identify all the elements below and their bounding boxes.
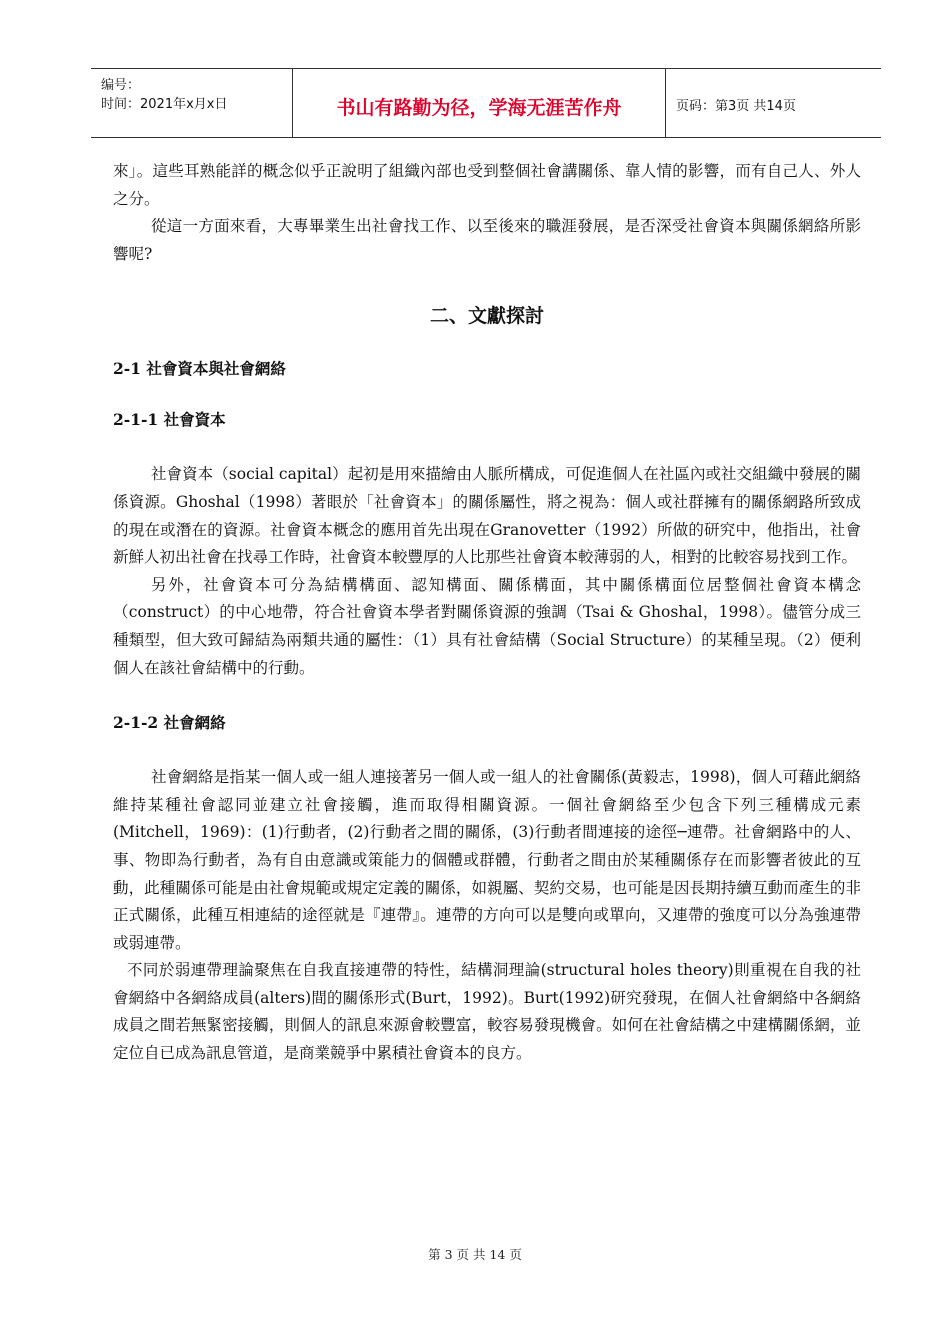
subsection-heading-2-1-1: 2-1-1 社會資本 <box>113 410 226 430</box>
social-network-paragraph-1: 社會網絡是指某一個人或一組人連接著另一個人或一組人的社會關係(黃毅志，1998)，個人可藉此網絡維持某種社會認同並建立社會接觸，進而取得相關資源。一個社會網絡至少包含下列三種構成元素(Mitchell，1969)：(1)行動者，(2)行動者之間的關係，(3)行動者間連接的途徑─連帶。社會網路中的人、事、物即為行動者，為有自由意識或策能力的個體或群體，行動者之間由於某種關係存在而影響者彼此的互動，此種關係可能是由社會規範或規定定義的關係，如親屬、契約交易，也可能是因長期持續互動而產生的非正式關係，此種互相連結的途徑就是『連帶』。連帶的方向可以是雙向或單向，又連帶的強度可以分為強連帶或弱連帶。 <box>113 768 861 952</box>
header-motto: 书山有路勤为径，学海无涯苦作舟 <box>336 97 622 119</box>
document-number-label: 编号： <box>101 78 141 93</box>
section-title: 二、文獻探討 <box>429 305 544 328</box>
header-page-label: 页码：第3页 共14页 <box>676 99 796 114</box>
social-network-paragraph-2: 不同於弱連帶理論聚焦在自我直接連帶的特性，結構洞理論(structural holes theory)則重視在自我的社會網絡中各網絡成員(alters)間的關係形式(Burt，1992)。Burt(1992)研究發現，在個人社會網絡中各網絡成員之間若無緊密接觸，則個人的訊息來源會較豐富，較容易發現機會。如何在社會結構之中建構關係網，並定位自已成為訊息管道，是商業競爭中累積社會資本的良方。 <box>113 961 861 1063</box>
document-header <box>91 68 881 138</box>
subsection-heading-2-1: 2-1 社會資本與社會網絡 <box>113 359 286 379</box>
header-page-cell <box>666 69 881 137</box>
document-time-label: 时间：2021年x月x日 <box>101 97 228 112</box>
subsection-heading-2-1-2: 2-1-2 社會網絡 <box>113 713 226 733</box>
header-motto-cell <box>293 69 666 137</box>
document-body <box>113 158 861 1068</box>
intro-paragraph-2: 從這一方面來看，大專畢業生出社會找工作、以至後來的職涯發展，是否深受社會資本與關係網絡所影響呢? <box>113 217 861 263</box>
intro-paragraph-1: 來」。這些耳熟能詳的概念似乎正說明了組織內部也受到整個社會講關係、靠人情的影響，而有自己人、外人之分。 <box>113 162 861 208</box>
header-meta-cell <box>91 69 293 137</box>
page-footer: 第 3 页 共 14 页 <box>428 1247 522 1262</box>
social-capital-paragraph-1: 社會資本（social capital）起初是用來描繪由人脈所構成，可促進個人在社區內或社交組織中發展的關係資源。Ghoshal（1998）著眼於「社會資本」的關係屬性，將之視為：個人或社群擁有的關係網路所致成的現在或潛在的資源。社會資本概念的應用首先出現在Granovetter（1992）所做的研究中，他指出，社會新鮮人初出社會在找尋工作時，社會資本較豐厚的人比那些社會資本較薄弱的人，相對的比較容易找到工作。 <box>113 465 861 567</box>
social-capital-paragraph-2: 另外，社會資本可分為結構構面、認知構面、關係構面，其中關係構面位居整個社會資本構念（construct）的中心地帶，符合社會資本學者對關係資源的強調（Tsai & Ghoshal，1998）。儘管分成三種類型，但大致可歸結為兩類共通的屬性：（1）具有社會結構（Social Structure）的某種呈現。（2）便利個人在該社會結構中的行動。 <box>113 575 861 677</box>
